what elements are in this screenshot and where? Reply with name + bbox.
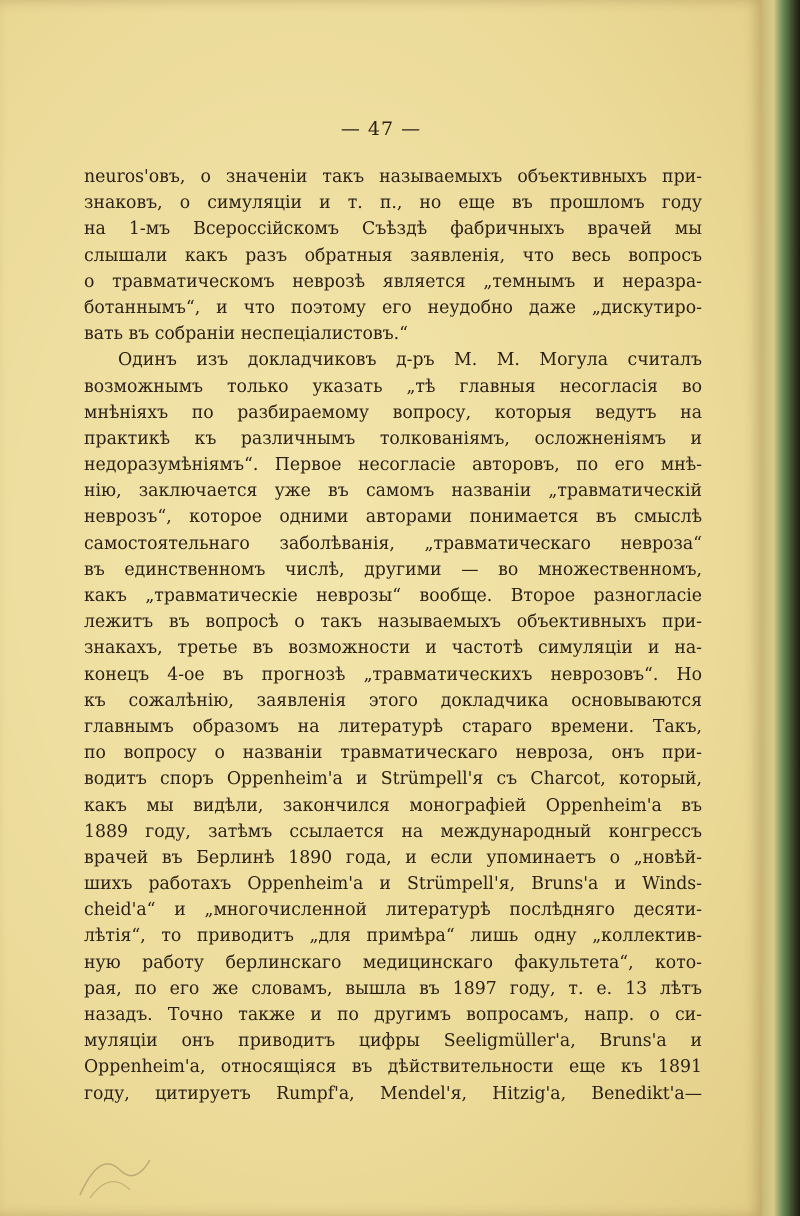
body-text <box>84 164 702 1107</box>
text-line: къ сожалѣнію, заявленія этого докладчика основываются <box>84 690 702 711</box>
text-line: практикѣ къ различнымъ толкованіямъ, осложненіямъ и <box>84 428 702 449</box>
text-line: ботаннымъ“, и что поэтому его неудобно даже „дискутиро- <box>84 297 702 318</box>
text-line: neuros'овъ, о значеніи такъ называемыхъ объективныхъ при- <box>84 167 702 187</box>
text-line: о травматическомъ неврозѣ является „темнымъ и неразра- <box>84 271 702 292</box>
page-edge <box>762 0 800 1216</box>
text-line: врачей въ Берлинѣ 1890 года, и если упоминаетъ о „новѣй- <box>84 847 702 868</box>
text-line: шихъ работахъ Oppenheim'а и Strümpell'я, Bruns'а и Winds- <box>84 874 702 895</box>
text-line: конецъ 4-ое въ прогнозѣ „травматическихъ неврозовъ“. Но <box>84 664 702 685</box>
text-line: рая, по его же словамъ, вышла въ 1897 году, т. е. 13 лѣтъ <box>84 978 702 999</box>
text-line: главнымъ образомъ на литературѣ стараго времени. Такъ, <box>84 716 702 737</box>
text-line: по вопросу о названіи травматическаго невроза, онъ при- <box>84 743 702 764</box>
text-line: мнѣніяхъ по разбираемому вопросу, которыя ведутъ на <box>84 402 702 423</box>
text-line: Oppenheim'а, относящіяся въ дѣйствительности еще къ 1891 <box>84 1057 702 1078</box>
text-line: недоразумѣніямъ“. Первое несогласіе авторовъ, по его мнѣ- <box>84 455 702 476</box>
text-line: лежитъ въ вопросѣ о такъ называемыхъ объективныхъ при- <box>84 612 702 633</box>
text-line: году, цитируетъ Rumpf'а, Mendel'я, Hitzig'а, Benedikt'а— <box>84 1083 702 1104</box>
ink-smudge <box>60 1140 200 1200</box>
text-line: cheid'а“ и „многочисленной литературѣ послѣдняго десяти- <box>84 900 702 921</box>
text-line: нію, заключается уже въ самомъ названіи „травматическій <box>84 481 702 502</box>
text-line: самостоятельнаго заболѣванія, „травматическаго невроза“ <box>84 533 702 554</box>
text-line: водитъ споръ Oppenheim'а и Strümpell'я съ Charcot, который, <box>84 769 702 790</box>
text-line: какъ мы видѣли, закончился монографіей Oppenheim'а въ <box>84 795 702 816</box>
page-number: — 47 — <box>340 118 422 140</box>
text-line: назадъ. Точно также и по другимъ вопросамъ, напр. о си- <box>84 1005 702 1025</box>
text-line: знаковъ, о симуляціи и т. п., но еще въ прошломъ году <box>84 193 702 214</box>
text-line: слышали какъ разъ обратныя заявленія, что весь вопросъ <box>84 245 702 266</box>
text-line: лѣтія“, то приводитъ „для примѣра“ лишь одну „коллектив- <box>84 926 702 947</box>
text-line: ную работу берлинскаго медицинскаго факультета“, кото- <box>84 952 702 973</box>
text-line: 1889 году, затѣмъ ссылается на международный конгрессъ <box>84 821 702 842</box>
text-line: Одинъ изъ докладчиковъ д-ръ М. М. Могула считалъ <box>118 350 702 371</box>
text-line: знакахъ, третье въ возможности и частотѣ симуляціи и на- <box>84 638 702 659</box>
text-line: какъ „травматическіе неврозы“ вообще. Второе разногласіе <box>84 586 702 606</box>
text-line: въ единственномъ числѣ, другими — во множественномъ, <box>84 559 702 580</box>
text-line: вать въ собраніи неспеціалистовъ.“ <box>84 324 408 345</box>
text-line: на 1-мъ Всероссійскомъ Съѣздѣ фабричныхъ врачей мы <box>84 219 702 240</box>
text-line: возможнымъ только указать „тѣ главныя несогласія во <box>84 376 702 397</box>
text-line: неврозъ“, которое одними авторами понимается въ смыслѣ <box>84 507 702 528</box>
text-line: муляціи онъ приводитъ цифры Seeligmüller'а, Bruns'а и <box>84 1031 702 1052</box>
